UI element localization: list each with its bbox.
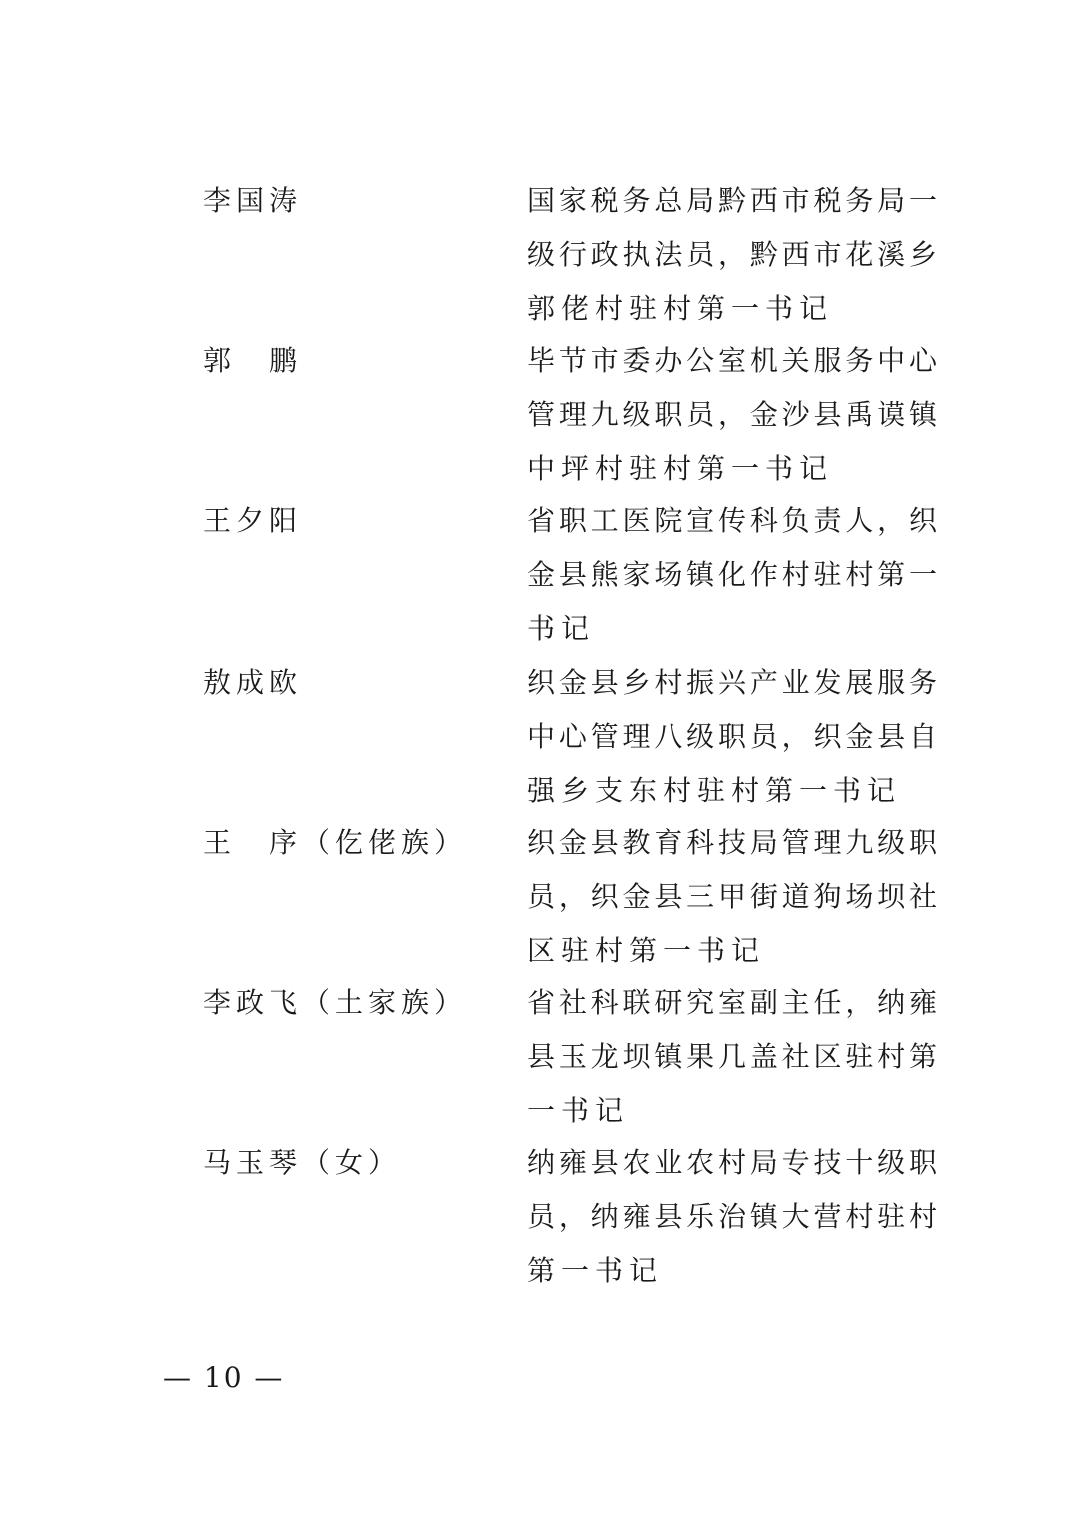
description-line: 强乡支东村驻村第一书记: [527, 774, 902, 807]
description-line: 中坪村驻村第一书记: [527, 452, 834, 485]
person-description: [527, 334, 937, 496]
description-line: 县玉龙坝镇果几盖社区驻村第: [527, 1040, 937, 1073]
description-line: 金县熊家场镇化作村驻村第一: [527, 558, 937, 591]
person-description: [527, 494, 937, 656]
person-description: [527, 1136, 937, 1298]
description-line: 中心管理八级职员，织金县自: [527, 720, 937, 753]
description-line: 织金县教育科技局管理九级职: [527, 826, 937, 859]
description-line: 区驻村第一书记: [527, 934, 766, 967]
description-line: 省职工医院宣传科负责人，织: [527, 504, 937, 537]
person-name: 李政飞（土家族）: [203, 986, 468, 1019]
description-line: 第一书记: [527, 1254, 664, 1287]
description-line: 管理九级职员，金沙县禹谟镇: [527, 398, 937, 431]
description-line: 毕节市委办公室机关服务中心: [527, 344, 937, 377]
person-name: 郭 鹏: [203, 344, 303, 377]
description-line: 国家税务总局黔西市税务局一: [527, 184, 937, 217]
description-line: 一书记: [527, 1094, 630, 1127]
description-line: 级行政执法员，黔西市花溪乡: [527, 238, 937, 271]
description-line: 书记: [527, 612, 596, 645]
page-number: — 10 —: [163, 1361, 285, 1394]
description-line: 织金县乡村振兴产业发展服务: [527, 666, 937, 699]
description-line: 省社科联研究室副主任，纳雍: [527, 986, 937, 1019]
person-name: 敖成欧: [203, 666, 303, 699]
person-name: 王夕阳: [203, 504, 303, 537]
person-description: [527, 976, 937, 1138]
person-name: 王 序（仡佬族）: [203, 826, 468, 859]
person-description: [527, 174, 937, 336]
description-line: 员，纳雍县乐治镇大营村驻村: [527, 1200, 937, 1233]
description-line: 郭佬村驻村第一书记: [527, 292, 834, 325]
person-description: [527, 816, 937, 978]
description-line: 纳雍县农业农村局专技十级职: [527, 1146, 937, 1179]
person-name: 李国涛: [203, 184, 303, 217]
description-line: 员，织金县三甲街道狗场坝社: [527, 880, 937, 913]
person-description: [527, 656, 937, 818]
person-name: 马玉琴（女）: [203, 1146, 402, 1179]
